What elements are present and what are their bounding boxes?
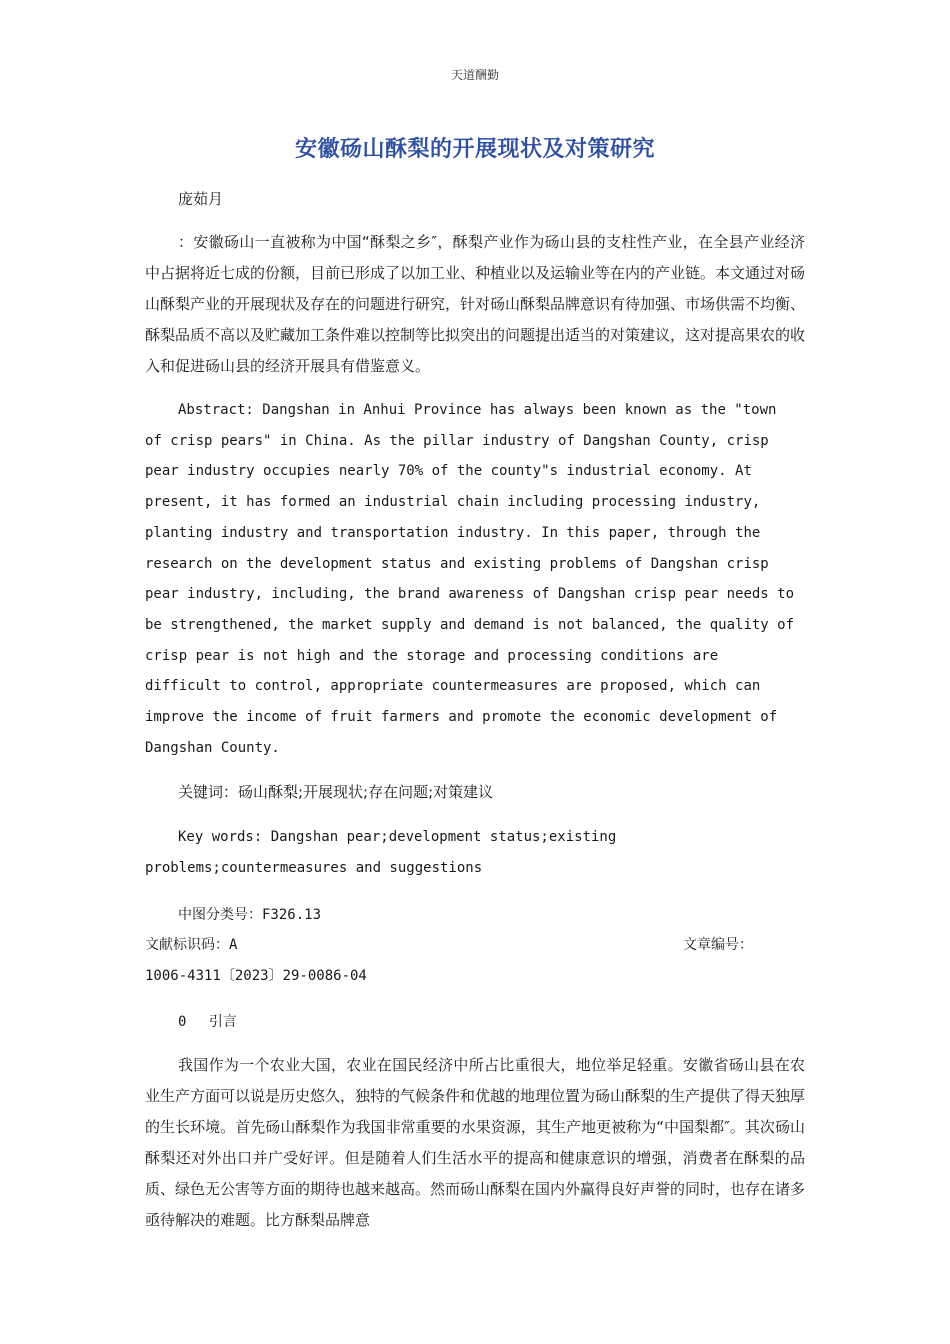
running-head: 天道酬勤 xyxy=(450,68,499,82)
clc-number: 中图分类号：F326.13 xyxy=(178,907,322,923)
english-keywords: Key words: Dangshan pear;development status;existing problems;countermeasures and suggestions xyxy=(145,829,617,876)
article-number: 1006-4311〔2023〕29-0086-04 xyxy=(145,968,367,984)
article-title: 安徽砀山酥梨的开展现状及对策研究 xyxy=(294,137,655,162)
article-number-label: 文章编号： xyxy=(683,937,753,953)
document-code: 文献标识码：A xyxy=(145,937,238,953)
english-abstract: Abstract: Dangshan in Anhui Province has always been known as the "town of crisp pears" in China. As the pillar industry of Dangshan County, crisp pear industry occupies nearly 70% of the county"s industrial economy. At present, it has formed an industrial chain including processing industry, planting industry and transportation industry. In this paper, through the research on the development status and existing problems of Dangshan crisp pear industry, including, the brand awareness of Dangshan crisp pear needs to be strengthened, the market supply and demand is not balanced, the quality of crisp pear is not high and the storage and processing conditions are difficult to control, appropriate countermeasures are proposed, which can improve the income of fruit farmers and promote the economic development of Dangshan County. xyxy=(145,402,795,756)
author-name: 庞茹月 xyxy=(178,190,224,208)
section-heading: 0 引言 xyxy=(178,1014,237,1030)
chinese-abstract: ：安徽砀山一直被称为中国“酥梨之乡″，酥梨产业作为砀山县的支柱性产业，在全县产业经济中占据将近七成的份额，目前已形成了以加工业、种植业以及运输业等在内的产业链。本文通过对砀山酥梨产业的开展现状及存在的问题进行研究，针对砀山酥梨品牌意识有待加强、市场供需不均衡、酥梨品质不高以及贮藏加工条件难以控制等比拟突出的问题提出适当的对策建议，这对提高果农的收入和促进砀山县的经济开展具有借鉴意义。 xyxy=(145,233,806,375)
intro-paragraph: 我国作为一个农业大国，农业在国民经济中所占比重很大，地位举足轻重。安徽省砀山县在农业生产方面可以说是历史悠久，独特的气候条件和优越的地理位置为砀山酥梨的生产提供了得天独厚的生长环境。首先砀山酥梨作为我国非常重要的水果资源，其生产地更被称为“中国梨都″。其次砀山酥梨还对外出口并广受好评。但是随着人们生活水平的提高和健康意识的增强，消费者在酥梨的品质、绿色无公害等方面的期待也越来越高。然而砀山酥梨在国内外赢得良好声誉的同时，也存在诸多亟待解决的难题。比方酥梨品牌意 xyxy=(145,1056,806,1229)
chinese-keywords: 关键词：砀山酥梨;开展现状;存在问题;对策建议 xyxy=(178,783,494,801)
